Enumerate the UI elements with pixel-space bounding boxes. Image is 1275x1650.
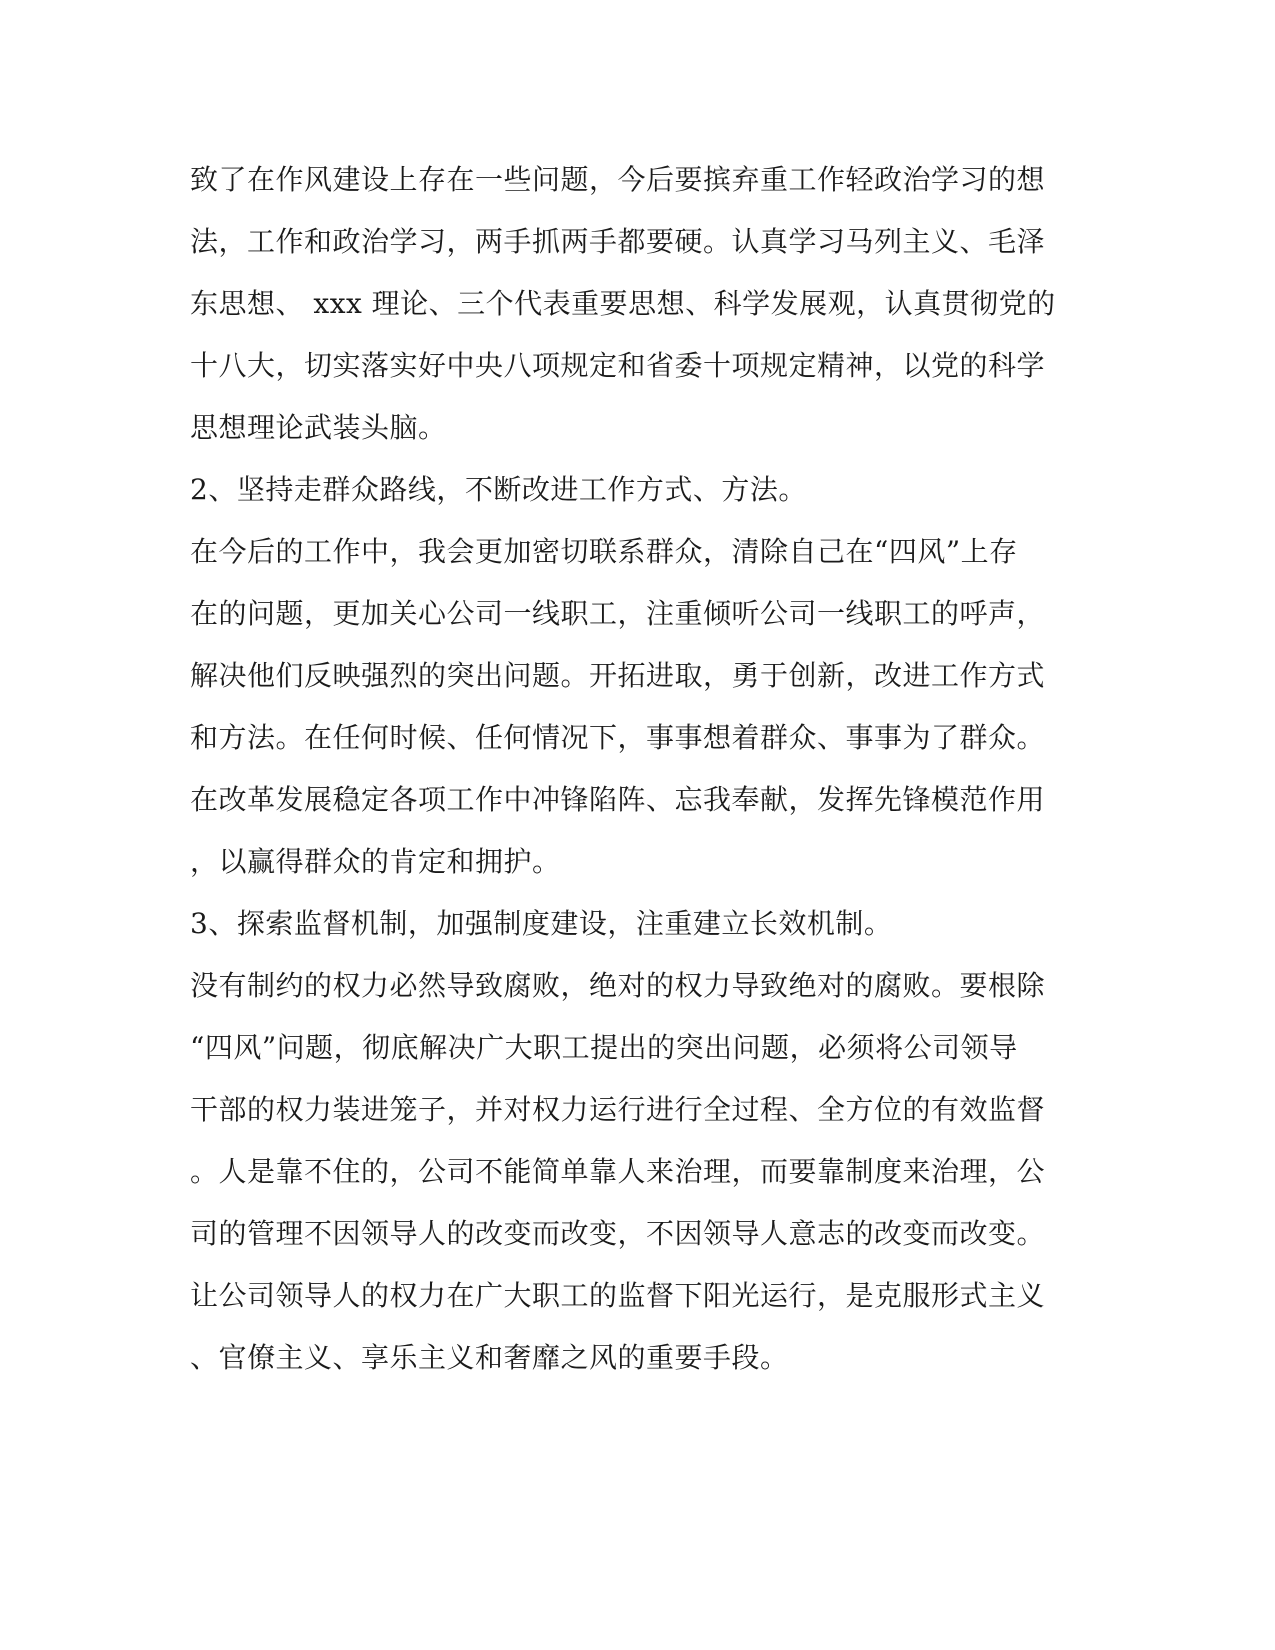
section-heading: 3、探索监督机制，加强制度建设，注重建立长效机制。 xyxy=(190,907,893,940)
text-line: ，以赢得群众的肯定和拥护。 xyxy=(190,845,561,878)
text-line: 在的问题，更加关心公司一线职工，注重倾听公司一线职工的呼声， xyxy=(190,597,1046,630)
text-line: 在改革发展稳定各项工作中冲锋陷阵、忘我奉献，发挥先锋模范作用 xyxy=(190,783,1046,816)
text-line: 东思想、 xxx 理论、三个代表重要思想、科学发展观，认真贯彻党的 xyxy=(190,287,1056,320)
text-line: 解决他们反映强烈的突出问题。开拓进取，勇于创新，改进工作方式 xyxy=(190,659,1046,692)
text-line: 。人是靠不住的，公司不能简单靠人来治理，而要靠制度来治理，公 xyxy=(190,1155,1046,1188)
text-line: 致了在作风建设上存在一些问题，今后要摈弃重工作轻政治学习的想 xyxy=(190,163,1046,196)
text-line: 法，工作和政治学习，两手抓两手都要硬。认真学习马列主义、毛泽 xyxy=(190,225,1046,258)
text-line: 在今后的工作中，我会更加密切联系群众，清除自己在“四风”上存 xyxy=(190,535,1018,568)
text-line: “四风”问题，彻底解决广大职工提出的突出问题，必须将公司领导 xyxy=(190,1031,1018,1064)
text-line: 思想理论武装头脑。 xyxy=(190,411,447,444)
text-line: 和方法。在任何时候、任何情况下，事事想着群众、事事为了群众。 xyxy=(190,721,1046,754)
text-line: 没有制约的权力必然导致腐败，绝对的权力导致绝对的腐败。要根除 xyxy=(190,969,1046,1002)
section-heading: 2、坚持走群众路线，不断改进工作方式、方法。 xyxy=(190,473,807,506)
text-line: 司的管理不因领导人的改变而改变，不因领导人意志的改变而改变。 xyxy=(190,1217,1046,1250)
text-line: 让公司领导人的权力在广大职工的监督下阳光运行，是克服形式主义 xyxy=(190,1279,1046,1312)
text-line: 干部的权力装进笼子，并对权力运行进行全过程、全方位的有效监督 xyxy=(190,1093,1046,1126)
text-line: 、官僚主义、享乐主义和奢靡之风的重要手段。 xyxy=(190,1341,789,1374)
text-line: 十八大，切实落实好中央八项规定和省委十项规定精神，以党的科学 xyxy=(190,349,1046,382)
